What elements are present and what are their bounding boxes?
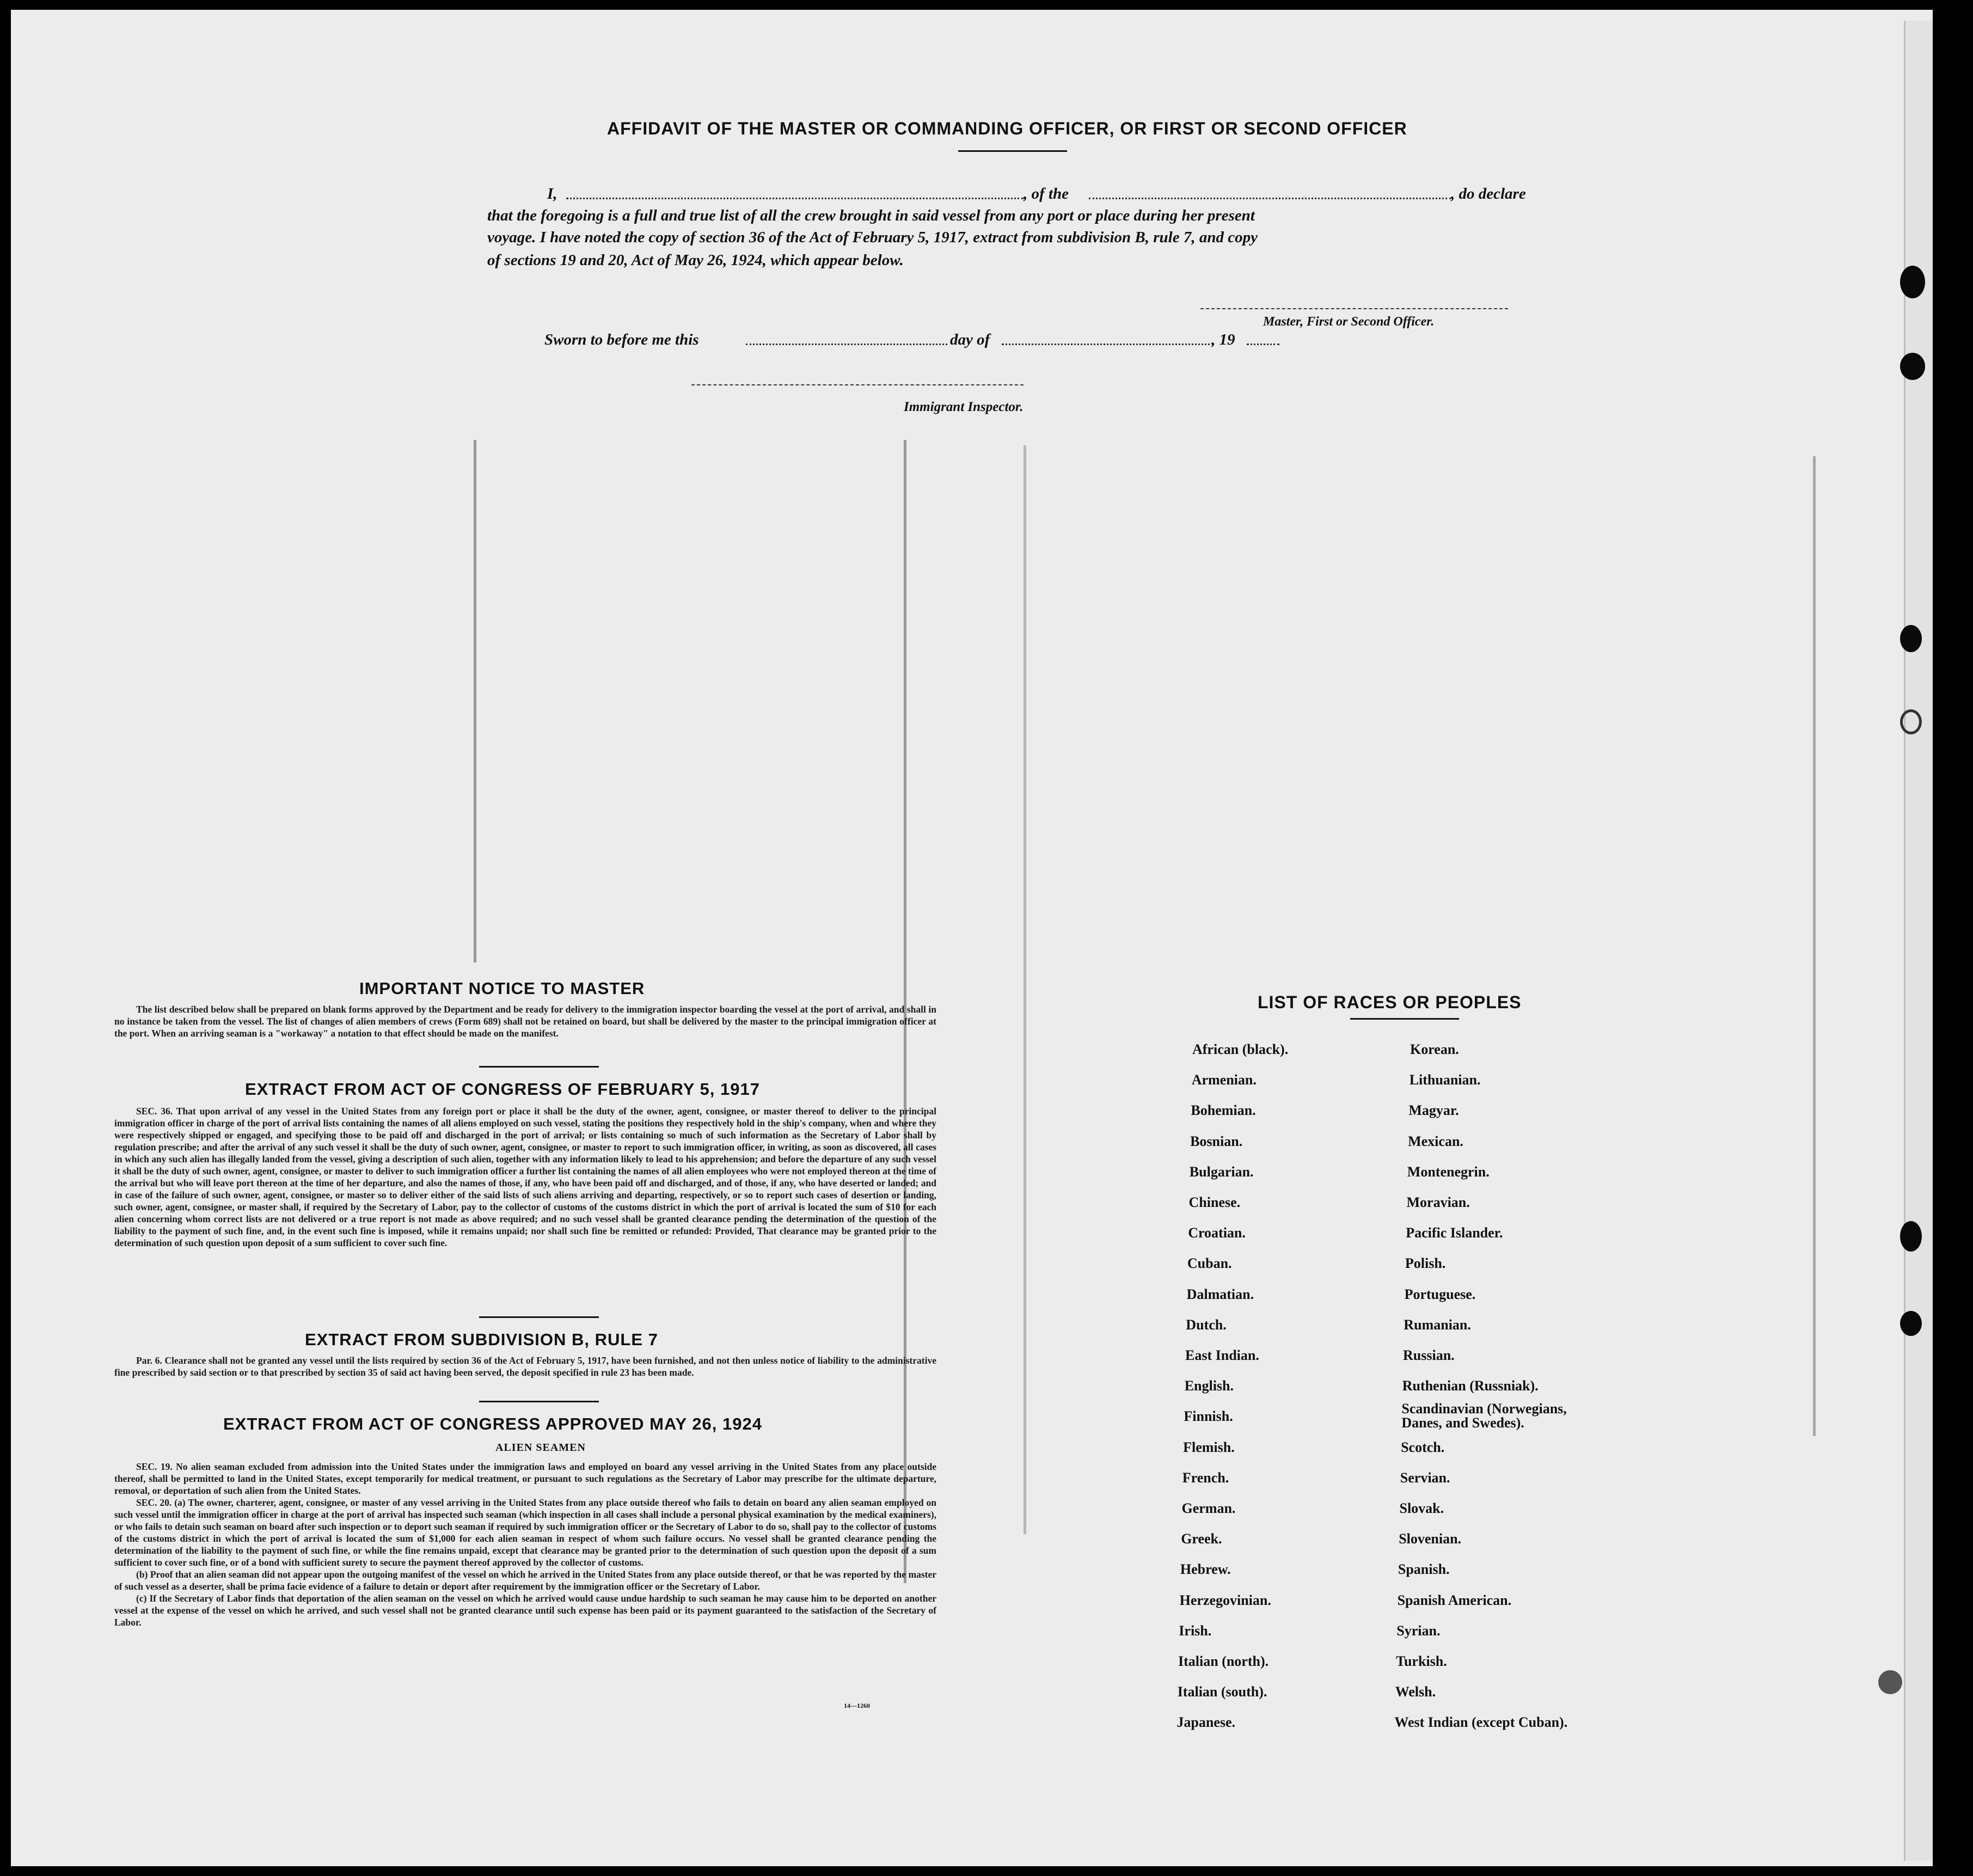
race-item: Japanese. — [1177, 1714, 1236, 1731]
divider — [479, 1316, 599, 1318]
race-item: English. — [1184, 1378, 1234, 1394]
race-item: Syrian. — [1396, 1622, 1441, 1639]
race-item: Servian. — [1400, 1469, 1450, 1486]
punch-hole — [1900, 1221, 1922, 1252]
inspector-signature-line — [691, 384, 1024, 385]
sec36-paragraph: SEC. 36. That upon arrival of any vessel in the United States from any foreign port or place it shall be the duty of the owner, agent, consignee, or master thereof to deliver to the principal immigration officer in charge of the port of arrival lists containing the names of all aliens employed on such vessel, stating the positions they respectively hold in the ship's company, when and where they were respectively shipped or engaged, and specifying those to be paid off and discharged in the port of arrival; or lists containing so much of such information as the Secretary of Labor shall by regulation prescribe; and after the arrival of any such vessel it shall be the duty of such owner, agent, consignee, or master to report to such immigration officer, in writing, as soon as discovered, all cases in which any such alien has illegally landed from the vessel, giving a description of such alien, together with any information likely to lead to his apprehension; and before the departure of any such vessel it shall be the duty of such owner, agent, consignee, or master to deliver to such immigration officer a further list containing the names of all alien employees who were not employed thereon at the time of the arrival but who will leave port thereon at the time of her departure, and also the names of those, if any, who have been paid off and discharged, and of those, if any, who have deserted or landed; and in case of the failure of such owner, agent, consignee, or master so to deliver either of the said lists of such aliens arriving and departing, respectively, or so to report such cases of desertion or landing, such owner, agent, consignee, or master shall, if required by the Secretary of Labor, pay to the collector of customs of the customs district in which the port of arrival is located the sum of $10 for each alien concerning whom correct lists are not delivered or a true report is not made as above required; and no such vessel shall be granted clearance pending the determination of the question of the liability to the payment of such fine, and, in the event such fine is imposed, while it remains unpaid; nor shall such fine be remitted or refunded: Provided, That clearance may be granted prior to the determination of such question upon deposit of a sum sufficient to cover such fine. — [114, 1106, 936, 1248]
extract-1924-text — [114, 1461, 936, 1628]
affidavit-i: I, — [547, 185, 557, 203]
race-item: Dalmatian. — [1186, 1286, 1254, 1302]
race-item: Russian. — [1403, 1347, 1455, 1363]
alien-seamen-subtitle: ALIEN SEAMEN — [495, 1442, 586, 1454]
race-item: Dutch. — [1186, 1316, 1227, 1333]
race-item: Slovenian. — [1399, 1531, 1462, 1547]
race-item: Mexican. — [1408, 1133, 1463, 1149]
sworn-day-blank — [746, 344, 947, 345]
divider — [479, 1401, 599, 1402]
vessel-blank — [1089, 198, 1451, 199]
punch-hole — [1900, 709, 1922, 734]
race-item: Hebrew. — [1180, 1561, 1231, 1578]
master-signature-line — [1200, 308, 1508, 309]
sworn-label: Sworn to before me this — [544, 331, 699, 348]
master-signature-label: Master, First or Second Officer. — [1263, 315, 1435, 329]
race-item: West Indian (except Cuban). — [1394, 1714, 1568, 1731]
punch-hole — [1900, 266, 1925, 298]
race-item: Welsh. — [1395, 1684, 1436, 1700]
bleed-line — [1813, 456, 1816, 1436]
sec20a-paragraph: SEC. 20. (a) The owner, charterer, agent, consignee, or master of any vessel arriving in the United States from any place outside thereof who fails to detain on board any alien seaman employed on such vessel until the immigration officer in charge at the port of arrival has inspected such seaman (which inspection in all cases shall include a personal physical examination by the medical examiners), or who fails to detain such seaman on board after such inspection or to deport such seaman if required by such immigration officer or the Secretary of Labor to do so, shall pay to the collector of customs of the customs district in which the port of arrival is located the sum of $1,000 for each alien seaman in respect of whom such failure occurs. No vessel shall be granted clearance pending the determination of the liability to the payment of such fine, or while the fine remains unpaid, except that clearance may be granted prior to the determination of such question upon the deposit of a sum sufficient to cover such fine, or of a bond with sufficient surety to secure the payment thereof approved by the collector of customs. — [114, 1497, 936, 1568]
race-item: Croatian. — [1188, 1225, 1246, 1241]
race-item: Polish. — [1405, 1255, 1446, 1272]
race-item: Italian (south). — [1177, 1684, 1267, 1700]
name-blank — [566, 198, 1024, 199]
race-item: African (black). — [1192, 1041, 1289, 1057]
race-item: Pacific Islander. — [1406, 1225, 1503, 1241]
race-item: Spanish. — [1398, 1561, 1450, 1578]
divider — [958, 150, 1067, 152]
race-item: Finnish. — [1184, 1408, 1233, 1425]
document-page — [11, 10, 1933, 1866]
form-number: 14—1260 — [844, 1702, 870, 1709]
par6-paragraph: Par. 6. Clearance shall not be granted any vessel until the lists required by section 36 of the Act of February 5, 1917, have been furnished, and not then unless notice of liability to the administrative fine prescribed by said section or to that prescribed by section 35 of said act having been served, the deposit specified in rule 23 has been made. — [114, 1355, 936, 1378]
affidavit-do-declare: , do declare — [1451, 185, 1526, 203]
race-item: Lithuanian. — [1409, 1072, 1481, 1088]
race-item: Spanish American. — [1397, 1592, 1512, 1608]
extract-rule7-title: EXTRACT FROM SUBDIVISION B, RULE 7 — [305, 1330, 658, 1349]
race-item: Ruthenian (Russniak). — [1402, 1378, 1539, 1394]
extract-1924-title: EXTRACT FROM ACT OF CONGRESS APPROVED MAY 26, 1924 — [223, 1414, 762, 1433]
races-title: LIST OF RACES OR PEOPLES — [1258, 992, 1522, 1012]
bleed-line — [1024, 445, 1026, 1534]
race-item: Greek. — [1181, 1531, 1222, 1547]
race-item: Portuguese. — [1404, 1286, 1476, 1302]
punch-hole — [1878, 1670, 1902, 1694]
race-item: Irish. — [1179, 1622, 1212, 1639]
race-item: Moravian. — [1406, 1194, 1470, 1210]
race-item: Slovak. — [1399, 1500, 1444, 1516]
punch-hole — [1900, 353, 1925, 380]
year-label: , 19 — [1211, 331, 1235, 348]
extract-1917-text — [114, 1105, 936, 1249]
bleed-line — [474, 440, 476, 962]
notice-paragraph: The list described below shall be prepared on blank forms approved by the Department and be ready for delivery to the immigration inspector boarding the vessel at the port of arrival, and shall in no instance be taken from the vessel. The list of changes of alien members of crews (Form 689) shall not be retained on board, but shall be delivered by the master to the principal immigration officer at the port. When an arriving seaman is a "workaway" a notation to that effect should be made on the manifest. — [114, 1004, 936, 1039]
divider — [1350, 1018, 1459, 1020]
race-item: Armenian. — [1191, 1072, 1257, 1088]
punch-hole — [1900, 1311, 1922, 1336]
race-item: Cuban. — [1187, 1255, 1232, 1272]
race-item: Montenegrin. — [1407, 1163, 1490, 1180]
race-item: Italian (north). — [1178, 1653, 1269, 1669]
sec20b-paragraph: (b) Proof that an alien seaman did not appear upon the outgoing manifest of the vessel on which he arrived in the United States from any place outside thereof, or that he was reported by the master of such vessel as a deserter, shall be prima facie evidence of a failure to detain or deport after requirement by the immigration officer or the Secretary of Labor. — [114, 1569, 936, 1592]
inspector-signature-label: Immigrant Inspector. — [904, 400, 1024, 414]
race-item: East Indian. — [1185, 1347, 1259, 1363]
notice-text — [114, 1003, 936, 1039]
day-of-label: day of — [950, 331, 990, 348]
sec20c-paragraph: (c) If the Secretary of Labor finds that deportation of the alien seaman on the vessel on which he arrived would cause undue hardship to such seaman he may cause him to be deported on another vessel at the expense of the vessel on which he arrived, and such vessel shall not be granted clearance until such expense has been paid or its payment guaranteed to the satisfaction of the Secretary of Labor. — [114, 1593, 936, 1628]
notice-title: IMPORTANT NOTICE TO MASTER — [359, 979, 645, 998]
sec19-paragraph: SEC. 19. No alien seaman excluded from admission into the United States under the immigration laws and employed on board any vessel arriving in the United States from any place outside thereof, shall be permitted to land in the United States, except temporarily for medical treatment, or pursuant to such regulations as the Secretary of Labor may prescribe for the ultimate departure, removal, or deportation of such alien from the United States. — [114, 1461, 936, 1496]
affidavit-of-the: , of the — [1024, 185, 1069, 203]
extract-rule7-text — [114, 1354, 936, 1378]
race-item: Magyar. — [1408, 1102, 1459, 1119]
affidavit-title: AFFIDAVIT OF THE MASTER OR COMMANDING OFFICER, OR FIRST OR SECOND OFFICER — [607, 119, 1407, 138]
affidavit-line2: that the foregoing is a full and true list of all the crew brought in said vessel from any port or place during her present — [487, 207, 1255, 224]
affidavit-line3: voyage. I have noted the copy of section 36 of the Act of February 5, 1917, extract from subdivision B, rule 7, and copy — [487, 229, 1258, 246]
divider — [479, 1066, 599, 1068]
race-item: Bohemian. — [1191, 1102, 1256, 1119]
race-item: Scotch. — [1401, 1439, 1445, 1455]
sworn-month-blank — [1002, 344, 1214, 345]
race-item: Flemish. — [1183, 1439, 1235, 1455]
race-item: Herzegovinian. — [1179, 1592, 1271, 1608]
year-blank — [1247, 344, 1279, 345]
race-item: Rumanian. — [1404, 1316, 1471, 1333]
race-item: Turkish. — [1396, 1653, 1447, 1669]
race-item: German. — [1181, 1500, 1236, 1516]
race-item: Scandinavian (Norwegians, Danes, and Swedes). — [1401, 1401, 1567, 1431]
race-item: French. — [1182, 1469, 1229, 1486]
punch-hole — [1900, 625, 1922, 652]
race-item: Korean. — [1410, 1041, 1459, 1057]
affidavit-line4: of sections 19 and 20, Act of May 26, 1924, which appear below. — [487, 252, 904, 269]
race-item: Bulgarian. — [1189, 1163, 1254, 1180]
extract-1917-title: EXTRACT FROM ACT OF CONGRESS OF FEBRUARY 5, 1917 — [245, 1080, 760, 1099]
race-item: Chinese. — [1188, 1194, 1241, 1210]
race-item: Bosnian. — [1190, 1133, 1243, 1149]
